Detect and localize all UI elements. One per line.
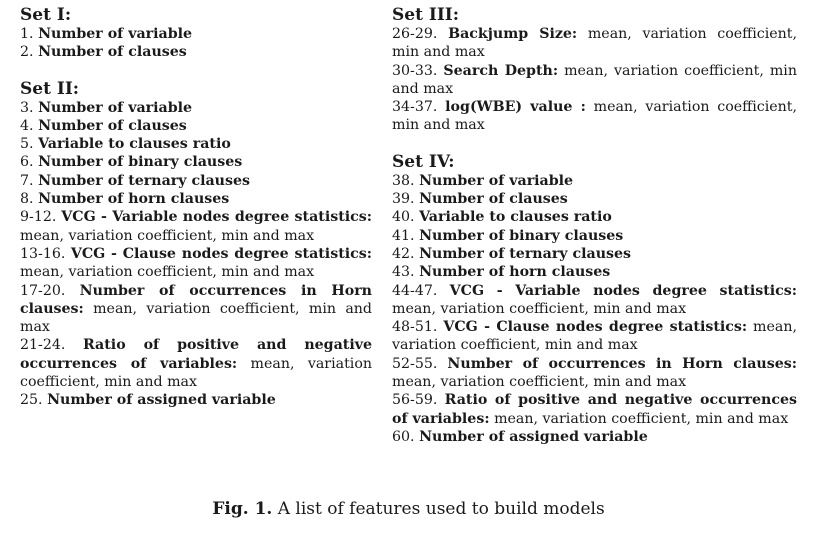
feature-description: mean, variation coefficient, min and max [494,410,789,427]
feature-number: 5. [20,136,34,153]
set-3-heading: Set III: [392,5,459,25]
set-4-block [392,153,797,446]
feature-number: 25. [20,392,43,409]
feature-item [20,391,372,409]
feature-number: 8. [20,191,34,208]
set-4-list [392,172,797,446]
feature-item [392,190,797,208]
feature-name: VCG - Clause nodes degree statistics: [443,319,748,336]
feature-number: 26-29. [392,26,438,42]
feature-name: VCG - Variable nodes degree statistics: [449,282,797,299]
figure-caption-text: A list of features used to build models [277,499,605,519]
feature-description: mean, variation coefficient, min and max [392,319,798,354]
feature-name: Number of occurrences in Horn clauses: [20,282,372,317]
feature-name: VCG - Clause nodes degree statistics: [70,245,372,262]
feature-number: 6. [20,154,34,171]
feature-name: Number of horn clauses [38,191,230,208]
feature-item [392,245,797,263]
feature-name: Number of variable [38,26,193,42]
feature-number: 39. [392,191,415,208]
set-2-list [20,99,372,410]
feature-name: Ratio of positive and negative occurrences of variables: [20,337,373,372]
figure-label: Fig. 1. [212,499,273,519]
feature-number: 34-37. [392,99,438,116]
set-1-list [20,25,372,62]
left-column [20,6,372,410]
set-1-heading: Set I: [20,5,72,25]
set-4-heading: Set IV: [392,151,455,172]
feature-item [20,208,372,245]
feature-name: Number of variable [38,99,193,116]
feature-item [392,391,797,428]
feature-number: 38. [392,172,415,189]
feature-item [392,172,797,190]
feature-item [392,62,797,99]
feature-description: mean, variation coefficient, min and max [392,300,687,317]
set-3-block [392,6,797,135]
feature-item [392,98,797,135]
feature-name: Number of assigned variable [47,392,276,409]
set-1-block [20,6,372,62]
feature-number: 17-20. [20,282,66,299]
set-3-list [392,25,797,135]
feature-number: 4. [20,117,34,134]
feature-number: 48-51. [392,319,438,336]
feature-item [392,318,797,355]
feature-number: 2. [20,44,34,61]
feature-item [20,190,372,208]
feature-description: mean, variation coefficient, min and max [392,99,797,134]
feature-description: mean, variation coefficient, min and max [20,355,373,391]
feature-item [20,117,372,135]
feature-description: mean, variation coefficient, min and max [392,374,687,391]
feature-number: 1. [20,26,34,42]
feature-name: VCG - Variable nodes degree statistics: [61,209,372,226]
feature-number: 30-33. [392,62,438,79]
feature-number: 42. [392,245,415,262]
feature-item [392,263,797,281]
section-spacer [20,62,372,80]
feature-number: 60. [392,428,415,445]
feature-name: Number of clauses [38,117,187,134]
feature-number: 56-59. [392,392,438,409]
feature-description: mean, variation coefficient, min and max [20,264,315,281]
feature-name: Number of clauses [38,44,187,61]
feature-item [392,25,797,62]
feature-description: mean, variation coefficient, min and max [20,227,315,244]
feature-number: 3. [20,99,34,116]
feature-item [392,282,797,319]
feature-item [20,153,372,171]
feature-name: Backjump Size: [448,26,578,42]
feature-number: 21-24. [20,337,66,354]
set-2-block [20,80,372,410]
right-column [392,6,797,446]
feature-name: Variable to clauses ratio [38,136,231,153]
feature-item [20,99,372,117]
feature-name: Number of binary clauses [419,227,624,244]
feature-number: 52-55. [392,355,438,372]
feature-item [392,208,797,226]
feature-item [20,245,372,282]
feature-item [20,336,372,391]
feature-item [20,172,372,190]
figure-caption [0,498,817,520]
feature-name: Number of occurrences in Horn clauses: [447,355,797,372]
feature-item [20,135,372,153]
feature-number: 43. [392,264,415,281]
feature-description: mean, variation coefficient, min and max [392,26,798,61]
feature-item [392,355,797,392]
feature-description: mean, variation coefficient, min and max [392,62,797,97]
feature-name: Number of ternary clauses [38,172,250,189]
feature-name: Number of clauses [419,191,568,208]
feature-item [20,282,372,337]
feature-name: Number of variable [419,172,574,189]
feature-name: Number of horn clauses [419,264,611,281]
feature-item [392,227,797,245]
feature-name: log(WBE) value : [445,99,586,116]
feature-item [20,25,372,43]
section-spacer [392,135,797,153]
feature-number: 7. [20,172,34,189]
feature-name: Ratio of positive and negative occurrences of variables: [392,392,798,427]
feature-item [392,428,797,446]
feature-name: Variable to clauses ratio [419,209,612,226]
feature-name: Number of assigned variable [419,428,648,445]
feature-number: 40. [392,209,415,226]
feature-name: Number of binary clauses [38,154,243,171]
feature-item [20,43,372,61]
set-2-heading: Set II: [20,78,80,99]
feature-number: 13-16. [20,245,66,262]
feature-number: 41. [392,227,415,244]
feature-name: Search Depth: [443,62,559,79]
feature-number: 44-47. [392,282,438,299]
feature-name: Number of ternary clauses [419,245,632,262]
feature-number: 9-12. [20,209,57,226]
feature-description: mean, variation coefficient, min and max [20,300,372,336]
